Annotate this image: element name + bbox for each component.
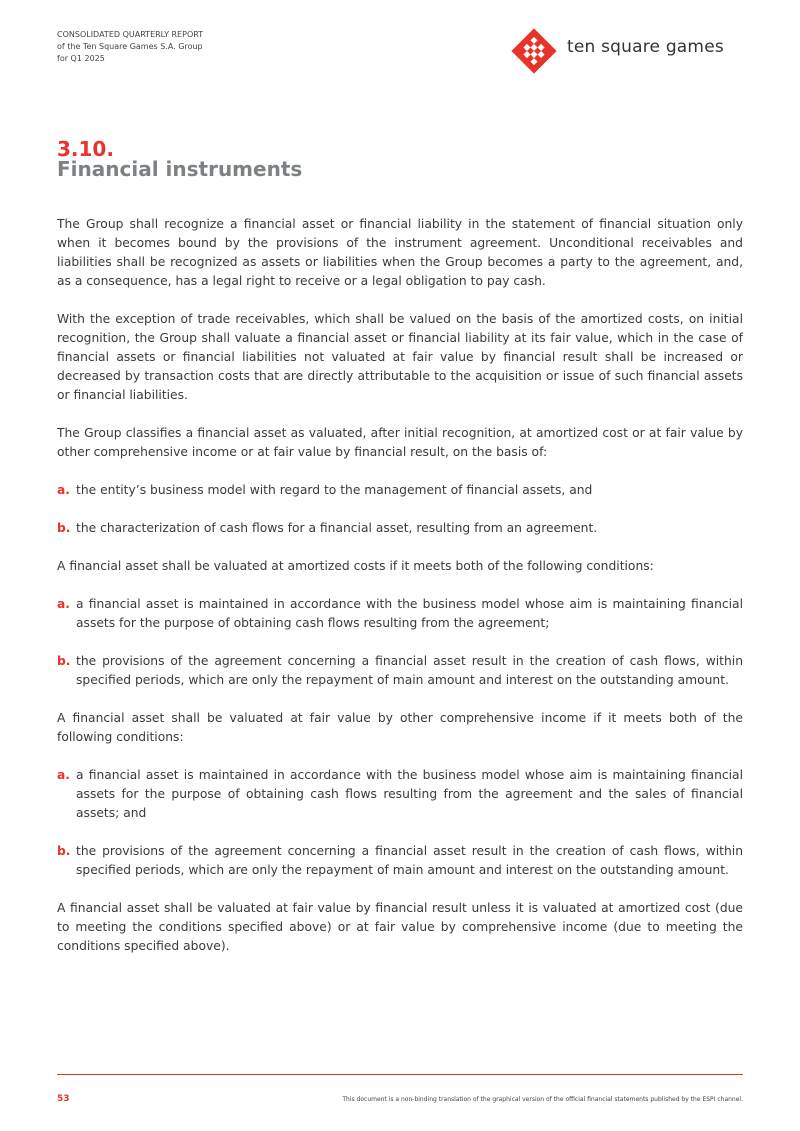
list-marker: b. [57, 654, 71, 668]
list-marker: b. [57, 521, 71, 535]
section-title: Financial instruments [57, 157, 303, 181]
list-item [57, 652, 743, 690]
paragraph: A financial asset shall be valuated at fair value by financial result unless it is valuated at amortized cost (due to meeting the conditions specified above) or at fair value by comprehensive income (due to meeting the conditions specified above). [57, 901, 743, 953]
list-item [57, 519, 743, 538]
list-marker: b. [57, 844, 71, 858]
report-header [57, 29, 203, 65]
report-company: of the Ten Square Games S.A. Group [57, 42, 203, 51]
list-item-text: the provisions of the agreement concerning a financial asset result in the creation of cash flows, within specified periods, which are only the repayment of main amount and interest on the outstanding amount. [76, 844, 743, 877]
list-marker: a. [57, 483, 70, 497]
list-item-text: a financial asset is maintained in accordance with the business model whose aim is maintaining financial assets for the purpose of obtaining cash flows resulting from the agreement and the sales of financial assets; and [76, 768, 743, 820]
list-marker: a. [57, 597, 70, 611]
section-number: 3.10. [57, 137, 114, 161]
paragraph: A financial asset shall be valuated at amortized costs if it meets both of the following conditions: [57, 559, 654, 573]
company-logo [511, 28, 746, 74]
page-number: 53 [57, 1094, 70, 1104]
report-title: CONSOLIDATED QUARTERLY REPORT [57, 30, 204, 39]
list-item-text: a financial asset is maintained in accordance with the business model whose aim is maintaining financial assets for the purpose of obtaining cash flows resulting from the agreement; [76, 597, 743, 630]
list-marker: a. [57, 768, 70, 782]
paragraph: A financial asset shall be valuated at fair value by other comprehensive income if it meets both of the following conditions: [57, 711, 743, 744]
report-period: for Q1 2025 [57, 54, 105, 63]
footer-divider [57, 1074, 743, 1075]
list-item [57, 842, 743, 880]
paragraph: The Group classifies a financial asset as valuated, after initial recognition, at amortized cost or at fair value by other comprehensive income or at fair value by financial result, on the basis of: [57, 426, 743, 459]
list-item-text: the characterization of cash flows for a financial asset, resulting from an agreement. [76, 521, 598, 535]
logo-text: ten square games [567, 37, 724, 57]
footer-disclaimer: This document is a non-binding translation of the graphical version of the official financial statements published by the ESPI channel. [342, 1096, 743, 1103]
logo-diamond-icon [511, 28, 557, 74]
list-item [57, 595, 743, 633]
paragraph: With the exception of trade receivables, which shall be valued on the basis of the amortized costs, on initial recognition, the Group shall valuate a financial asset or financial liability at its fair value, which in the case of financial assets or financial liabilities not valuated at fair value by financial result shall be increased or decreased by transaction costs that are directly attributable to the acquisition or issue of such financial assets or financial liabilities. [57, 312, 743, 402]
list-item [57, 481, 743, 500]
paragraph: The Group shall recognize a financial asset or financial liability in the statement of financial situation only when it becomes bound by the provisions of the instrument agreement. Unconditional receivables and liabilities shall be recognized as assets or liabilities when the Group becomes a party to the agreement, and, as a consequence, has a legal right to receive or a legal obligation to pay cash. [57, 217, 743, 288]
list-item [57, 766, 743, 823]
list-item-text: the provisions of the agreement concerning a financial asset result in the creation of cash flows, within specified periods, which are only the repayment of main amount and interest on the outstanding amount. [76, 654, 743, 687]
list-item-text: the entity’s business model with regard to the management of financial assets, and [76, 483, 593, 497]
document-body [57, 215, 743, 975]
